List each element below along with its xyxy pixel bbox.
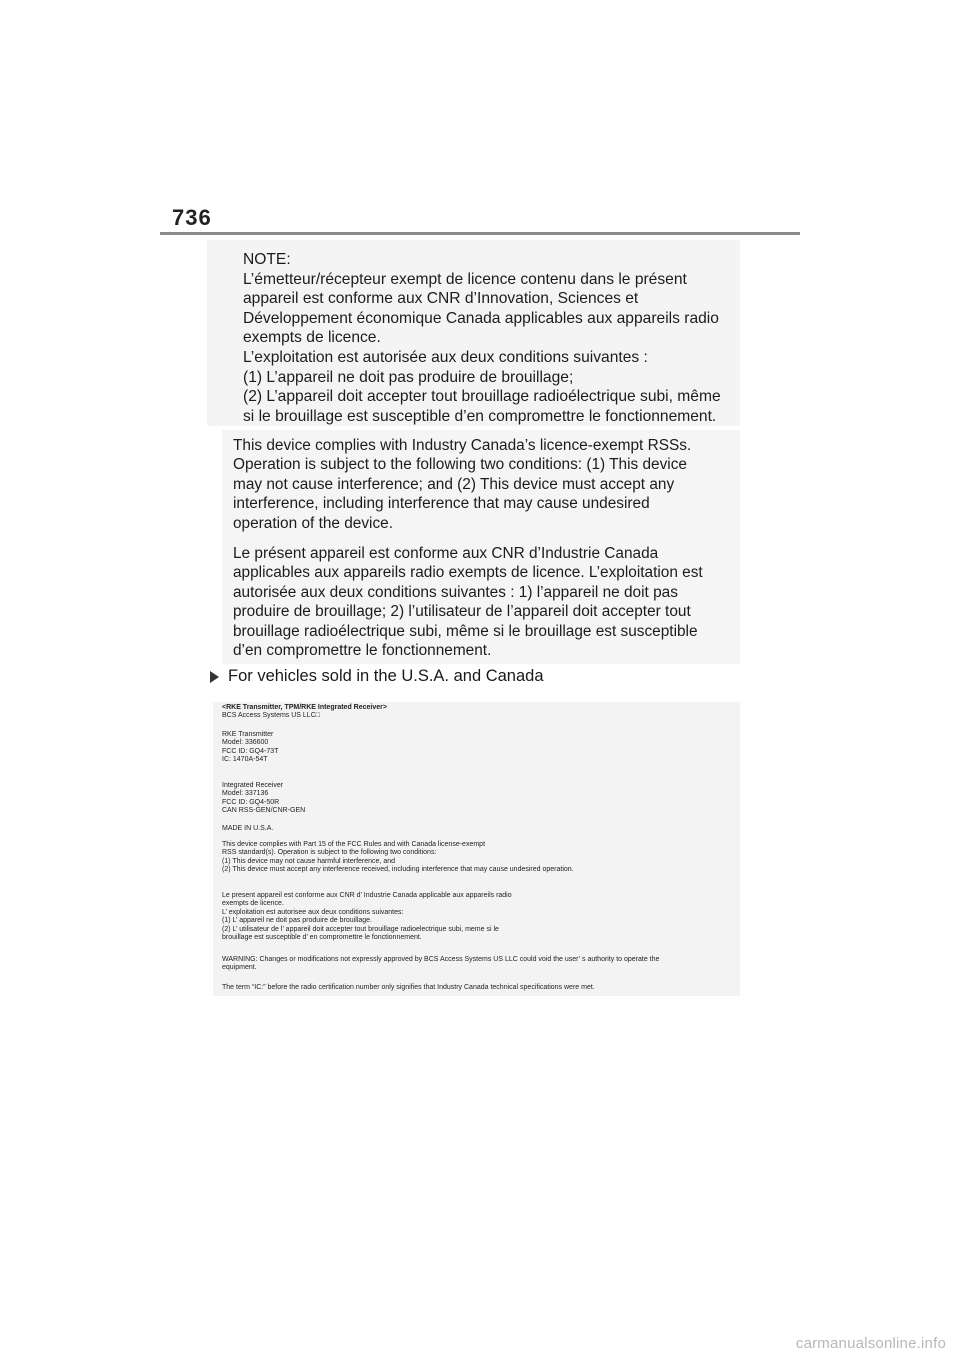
note-en-box	[222, 430, 740, 664]
note-fr-line: si le brouillage est susceptible d’en compromettre le fonctionnement.	[243, 407, 717, 425]
compliance-line: d’en compromettre le fonctionnement.	[233, 642, 492, 660]
note-fr-line: NOTE:	[243, 251, 291, 268]
label-line: equipment.	[222, 964, 257, 972]
label-rke-transmitter	[222, 731, 278, 765]
compliance-line: autorisée aux deux conditions suivantes : 1) l’appareil ne doit pas	[233, 583, 678, 601]
note-fr-line: (1) L’appareil ne doit pas produire de brouillage;	[243, 368, 574, 386]
label-line: (1) This device may not cause harmful interference, and	[222, 857, 396, 865]
compliance-line: Le présent appareil est conforme aux CNR d’Industrie Canada	[233, 545, 659, 562]
label-fcc-english	[222, 841, 574, 875]
note-fr-line: (2) L’appareil doit accepter tout brouillage radioélectrique subi, même	[243, 388, 721, 406]
label-line: <RKE Transmitter, TPM/RKE Integrated Receiver>	[222, 704, 387, 711]
label-line: IC: 1470A-54T	[222, 756, 268, 764]
label-line: L’ exploitation est autorisee aux deux conditions suivantes:	[222, 908, 404, 916]
label-ic-term	[222, 984, 595, 992]
note-fr-line: exempts de licence.	[243, 329, 381, 347]
note-fr-line: L’exploitation est autorisée aux deux conditions suivantes :	[243, 348, 648, 366]
label-line: MADE IN U.S.A.	[222, 825, 274, 832]
label-line: RKE Transmitter	[222, 731, 274, 738]
note-fr-line: L’émetteur/récepteur exempt de licence contenu dans le présent	[243, 270, 687, 288]
note-fr-text	[243, 250, 721, 426]
label-line: (1) L’ appareil ne doit pas produire de brouillage.	[222, 917, 372, 925]
label-line: The term “IC:” before the radio certification number only signifies that Industry Canada technical specifications were met.	[222, 984, 595, 991]
compliance-paragraph-en	[233, 436, 691, 533]
page-number: 736	[172, 205, 212, 230]
note-fr-line: Développement économique Canada applicables aux appareils radio	[243, 309, 719, 327]
compliance-line: operation of the device.	[233, 514, 394, 532]
section-heading	[210, 667, 544, 686]
label-line: Integrated Receiver	[222, 782, 284, 789]
compliance-line: Operation is subject to the following two conditions: (1) This device	[233, 456, 687, 474]
label-line: Le present appareil est conforme aux CNR d’ Industrie Canada applicable aux appareils radio	[222, 892, 512, 899]
label-fcc-french	[222, 892, 512, 942]
label-made-in	[222, 825, 273, 833]
label-line: (2) This device must accept any interference received, including interference that may cause undesired operation.	[222, 866, 574, 874]
section-heading-text: For vehicles sold in the U.S.A. and Canada	[228, 667, 544, 685]
label-line: Model: 337136	[222, 790, 269, 798]
certification-label-box	[213, 702, 740, 996]
compliance-line: interference, including interference that may cause undesired	[233, 495, 650, 513]
compliance-line: applicables aux appareils radio exempts de licence. L’exploitation est	[233, 564, 703, 582]
label-line: brouillage est susceptible d’ en compromettre le fonctionnement.	[222, 934, 422, 942]
label-line: (2) L’ utilisateur de l’ appareil doit accepter tout brouillage radioelectrique subi, meme si le	[222, 925, 499, 933]
label-line: CAN RSS-GEN/CNR-GEN	[222, 807, 306, 815]
label-warning	[222, 956, 659, 973]
compliance-line: brouillage radioélectrique subi, même si le brouillage est susceptible	[233, 622, 698, 640]
note-fr-line: appareil est conforme aux CNR d’Innovation, Sciences et	[243, 290, 639, 308]
header-rule	[160, 232, 800, 235]
compliance-line: may not cause interference; and (2) This device must accept any	[233, 475, 675, 493]
label-line: WARNING: Changes or modifications not expressly approved by BCS Access Systems US LLC could void the user’ s authority to operate the	[222, 956, 660, 963]
note-fr-box	[207, 240, 740, 426]
label-integrated-receiver	[222, 782, 305, 816]
compliance-line: produire de brouillage; 2) l’utilisateur de l’appareil doit accepter tout	[233, 603, 691, 621]
label-header	[222, 704, 387, 721]
label-line: This device complies with Part 15 of the FCC Rules and with Canada license-exempt	[222, 841, 486, 848]
label-line: exempts de licence.	[222, 900, 284, 908]
compliance-line: This device complies with Industry Canada’s licence-exempt RSSs.	[233, 437, 692, 454]
watermark: carmanualsonline.info	[795, 1335, 946, 1352]
triangle-right-icon	[210, 671, 219, 683]
compliance-paragraph-fr	[233, 544, 703, 660]
label-line: Model: 336600	[222, 739, 269, 747]
label-line: BCS Access Systems US LLC□	[222, 712, 320, 720]
label-line: RSS standard(s). Operation is subject to the following two conditions:	[222, 849, 437, 857]
label-line: FCC ID: GQ4-73T	[222, 747, 279, 755]
label-line: FCC ID: GQ4-50R	[222, 798, 280, 806]
